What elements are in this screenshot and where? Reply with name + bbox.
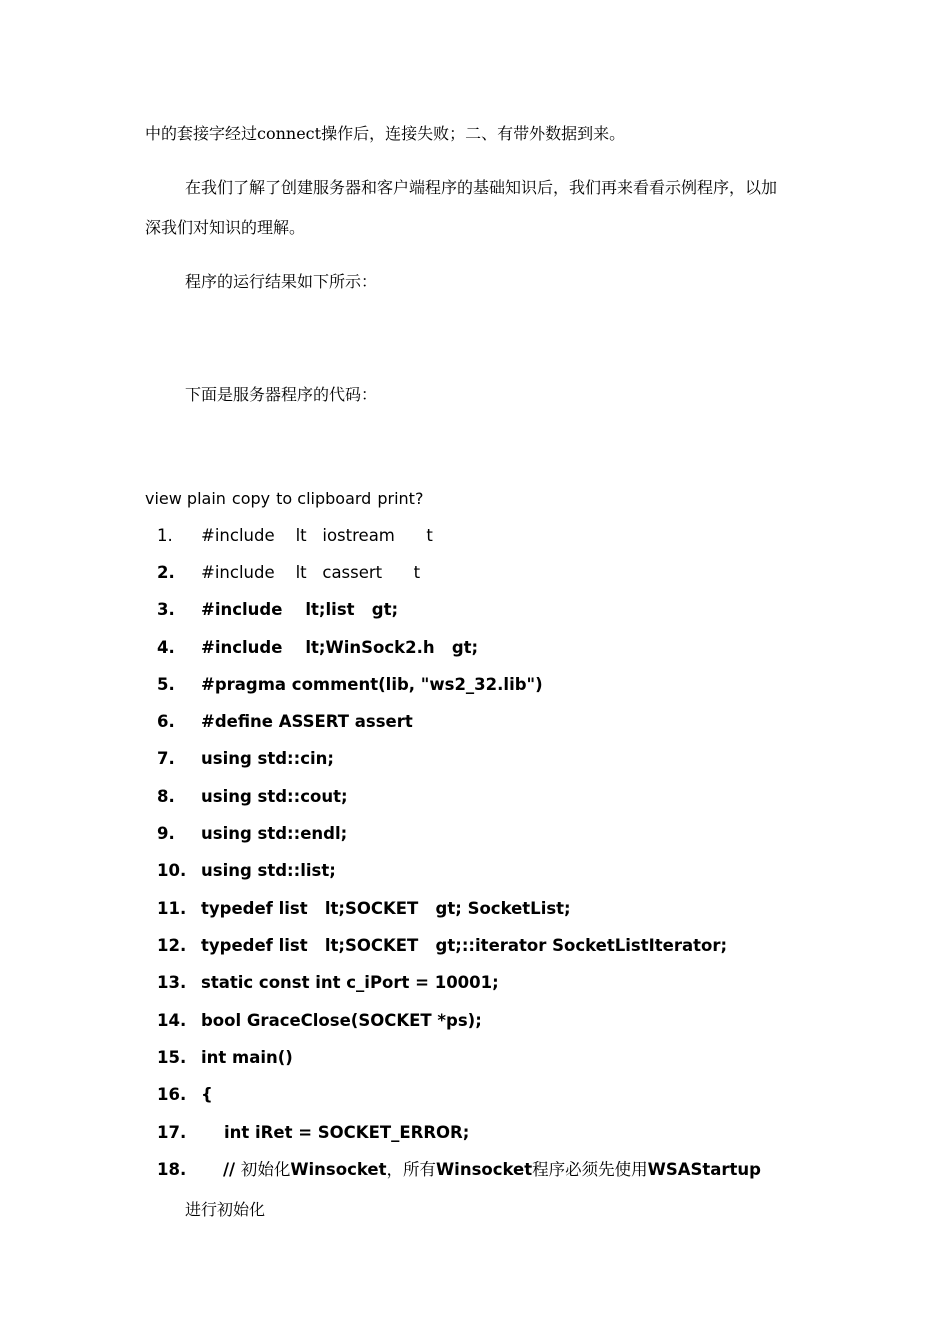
comment-keyword: WSAStartup bbox=[647, 1160, 761, 1179]
line-number: 9. bbox=[157, 824, 175, 843]
copy-link[interactable]: copy bbox=[231, 489, 271, 508]
code-line bbox=[157, 935, 727, 957]
line-number: 18. bbox=[157, 1160, 187, 1179]
line-number: 2. bbox=[157, 563, 175, 582]
line-number: 1. bbox=[157, 526, 173, 545]
code-line bbox=[157, 711, 413, 733]
code-text: #include lt;list gt; bbox=[201, 600, 399, 619]
code-text: using std::cout; bbox=[201, 787, 348, 806]
code-line bbox=[157, 525, 433, 547]
code-line bbox=[157, 1047, 293, 1069]
code-text: using std::endl; bbox=[201, 824, 348, 843]
code-line bbox=[157, 1010, 482, 1032]
code-text: #pragma comment(lib, "ws2_32.lib") bbox=[201, 675, 543, 694]
code-line bbox=[157, 674, 543, 696]
help-link[interactable]: ? bbox=[414, 489, 424, 508]
code-text: using std::cin; bbox=[201, 749, 335, 768]
line-number: 8. bbox=[157, 787, 175, 806]
code-text: { bbox=[201, 1085, 213, 1104]
code-toolbar bbox=[145, 488, 429, 510]
code-line bbox=[157, 562, 420, 584]
code-text: using std::list; bbox=[201, 861, 336, 880]
code-text: typedef list lt;SOCKET gt;::iterator SocketListIterator; bbox=[201, 936, 728, 955]
code-text: typedef list lt;SOCKET gt; SocketList; bbox=[201, 899, 571, 918]
code-line bbox=[157, 1122, 469, 1144]
code-text: static const int c_iPort = 10001; bbox=[201, 973, 499, 992]
code-text: #include lt;WinSock2.h gt; bbox=[201, 638, 479, 657]
comment-continuation: 进行初始化 bbox=[185, 1200, 266, 1219]
code-line bbox=[157, 1159, 761, 1181]
line-number: 11. bbox=[157, 899, 187, 918]
line-number: 15. bbox=[157, 1048, 187, 1067]
comment-text: ，所有 bbox=[386, 1160, 436, 1179]
code-line bbox=[157, 637, 478, 659]
view-plain-link[interactable]: view plain bbox=[145, 489, 226, 508]
comment-keyword: Winsocket bbox=[435, 1160, 533, 1179]
comment-text: 程序必须先使用 bbox=[532, 1160, 648, 1179]
code-text: #define ASSERT assert bbox=[201, 712, 413, 731]
code-comment-slashes: // bbox=[223, 1160, 241, 1179]
code-text: #include lt cassert t bbox=[201, 563, 421, 582]
code-line bbox=[157, 599, 398, 621]
line-number: 10. bbox=[157, 861, 187, 880]
code-text: int iRet = SOCKET_ERROR; bbox=[201, 1123, 470, 1142]
paragraph-3: 程序的运行结果如下所示： bbox=[185, 272, 378, 291]
code-line bbox=[157, 748, 334, 770]
comment-text: 初始化 bbox=[240, 1160, 291, 1179]
code-line bbox=[157, 1084, 213, 1106]
code-line bbox=[157, 898, 571, 920]
line-number: 13. bbox=[157, 973, 187, 992]
code-line bbox=[157, 823, 347, 845]
code-text: #include lt iostream t bbox=[201, 526, 433, 545]
line-number: 4. bbox=[157, 638, 175, 657]
line-number: 3. bbox=[157, 600, 175, 619]
line-number: 17. bbox=[157, 1123, 187, 1142]
line-number: 5. bbox=[157, 675, 175, 694]
line-number: 16. bbox=[157, 1085, 187, 1104]
line-number: 14. bbox=[157, 1011, 187, 1030]
paragraph-4: 下面是服务器程序的代码： bbox=[185, 385, 378, 404]
code-line bbox=[157, 972, 499, 994]
code-line bbox=[157, 786, 348, 808]
line-number: 12. bbox=[157, 936, 187, 955]
paragraph-2-line-2: 深我们对知识的理解。 bbox=[145, 218, 306, 237]
paragraph-2-line-1: 在我们了解了创建服务器和客户端程序的基础知识后，我们再来看看示例程序，以加 bbox=[185, 178, 778, 197]
paragraph-1: 中的套接字经过connect操作后，连接失败；二、有带外数据到来。 bbox=[145, 124, 626, 143]
code-line bbox=[157, 860, 336, 882]
comment-keyword: Winsocket bbox=[290, 1160, 387, 1179]
print-link[interactable]: print bbox=[377, 489, 415, 508]
to-clipboard-link[interactable]: to clipboard bbox=[276, 489, 372, 508]
line-number: 7. bbox=[157, 749, 175, 768]
line-number: 6. bbox=[157, 712, 175, 731]
code-text: bool GraceClose(SOCKET *ps); bbox=[201, 1011, 482, 1030]
code-text: int main() bbox=[201, 1048, 293, 1067]
